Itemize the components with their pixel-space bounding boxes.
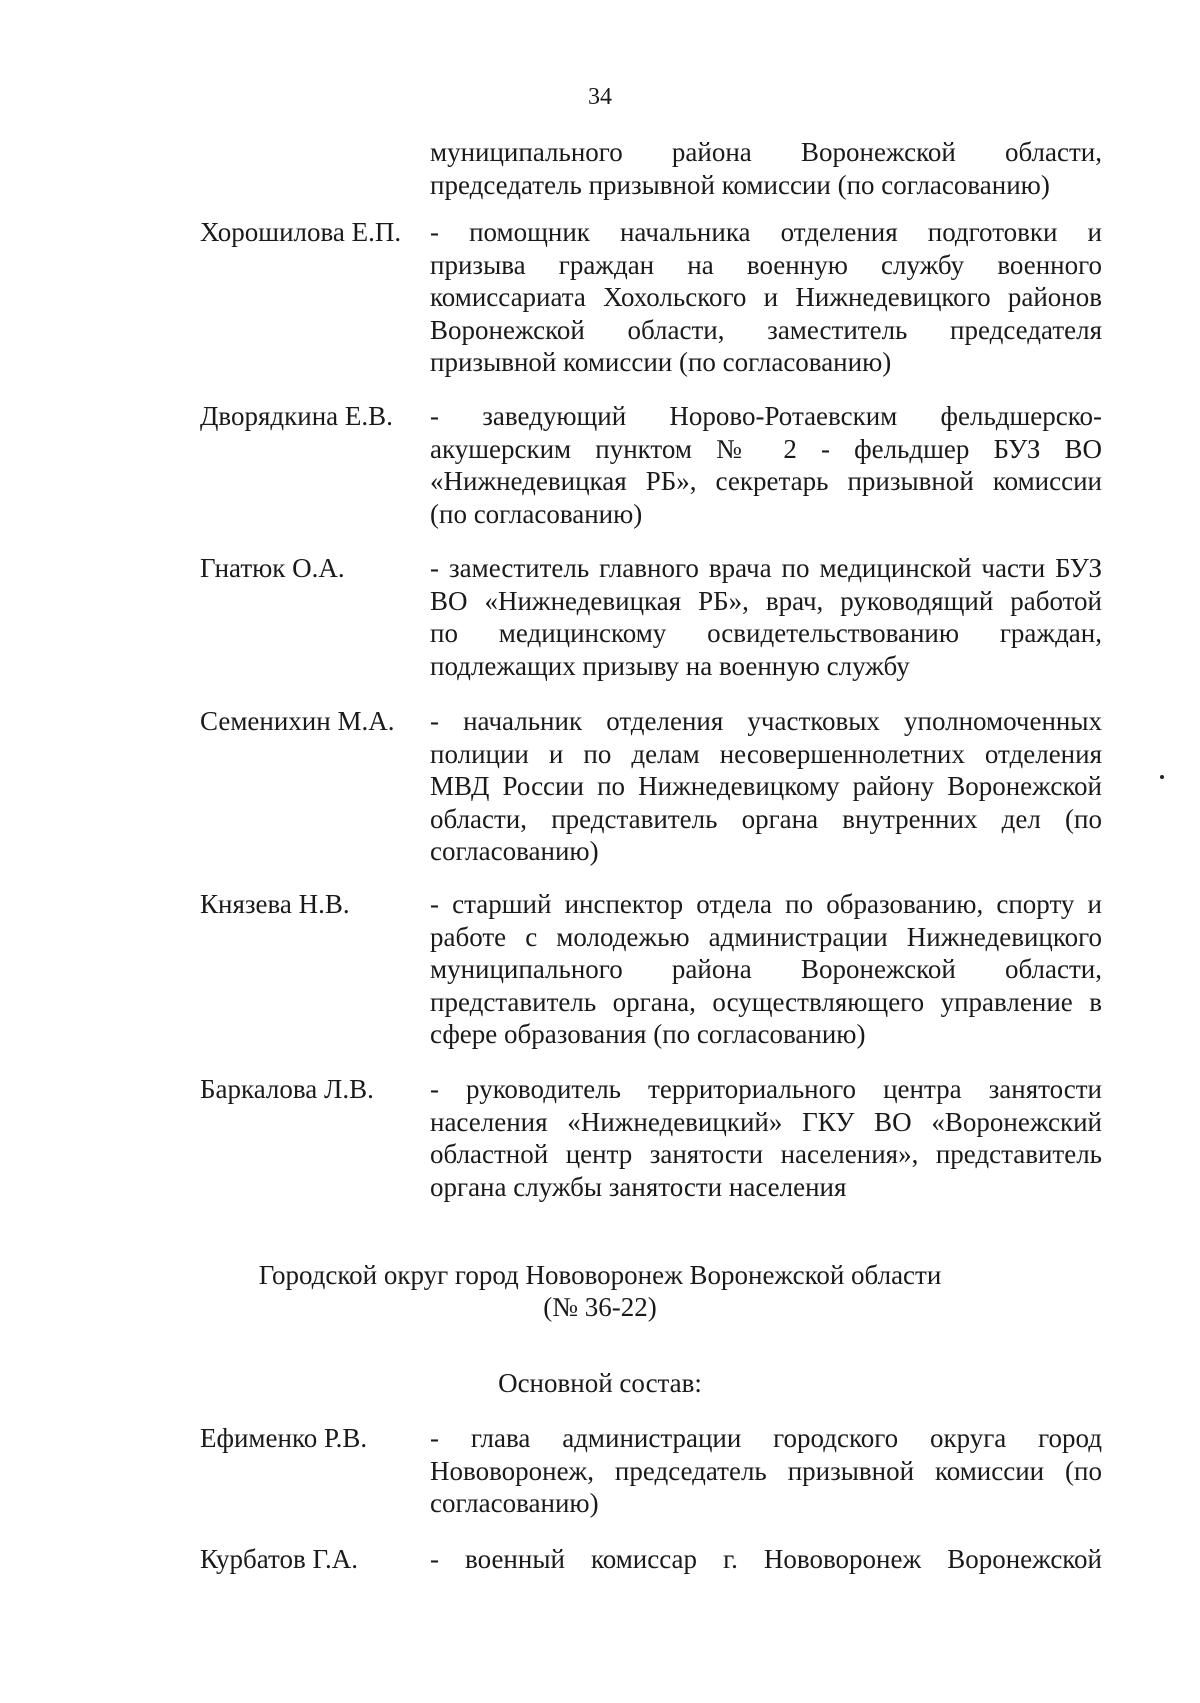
member-name: Курбатов Г.А. xyxy=(200,1544,359,1574)
member-name: Баркалова Л.В. xyxy=(200,1074,374,1104)
section-title: Городской округ город Нововоронеж Воронежской области xyxy=(258,1260,942,1290)
scan-speck xyxy=(1160,775,1164,779)
text-line: Нововоронеж, председатель призывной комиссии (по xyxy=(430,1455,1102,1486)
text-line: - заведующий Норово-Ротаевским фельдшерско- xyxy=(430,401,1102,431)
text-line: ВО «Нижнедевицкая РБ», врач, руководящий работой xyxy=(430,585,1102,616)
text-line: - военный комиссар г. Нововоронеж Воронежской xyxy=(430,1544,1102,1574)
text-line: согласованию) xyxy=(430,836,599,866)
text-line: - помощник начальника отделения подготовки и xyxy=(430,217,1102,247)
member-description xyxy=(430,888,1102,1051)
section-code: (№ 36-22) xyxy=(543,1292,657,1322)
text-line: «Нижнедевицкая РБ», секретарь призывной комиссии xyxy=(430,466,1102,496)
text-line: - начальник отделения участковых уполномоченных xyxy=(430,706,1102,736)
member-description xyxy=(430,1422,1102,1520)
text-line: (по согласованию) xyxy=(430,498,643,529)
member-name: Ефименко Р.В. xyxy=(200,1423,368,1453)
member-description xyxy=(430,552,1102,682)
text-line: - заместитель главного врача по медицинской части БУЗ xyxy=(430,553,1102,583)
text-line: органа службы занятости населения xyxy=(430,1171,847,1202)
text-line: муниципального района Воронежской области, xyxy=(430,137,1102,167)
section-subtitle: Основной состав: xyxy=(498,1368,702,1398)
text-line: населения «Нижнедевицкий» ГКУ ВО «Воронежский xyxy=(430,1106,1102,1137)
text-line: согласованию) xyxy=(430,1488,599,1518)
text-line: представитель органа, осуществляющего управление в xyxy=(430,986,1102,1017)
member-name: Гнатюк О.А. xyxy=(200,553,345,583)
text-line: сфере образования (по согласованию) xyxy=(430,1019,866,1049)
page-number: 34 xyxy=(588,84,612,110)
continuation-text xyxy=(430,136,1102,201)
text-line: областной центр занятости населения», представитель xyxy=(430,1139,1102,1169)
member-description xyxy=(430,705,1102,868)
member-name: Семенихин М.А. xyxy=(200,706,395,736)
text-line: акушерским пунктом № 2 - фельдшер БУЗ ВО xyxy=(430,433,1102,464)
member-name: Хорошилова Е.П. xyxy=(200,217,402,247)
text-line: работе с молодежью администрации Нижнедевицкого xyxy=(430,921,1102,952)
text-line: - руководитель территориального центра занятости xyxy=(430,1074,1102,1104)
member-description xyxy=(430,1543,1102,1576)
text-line: комиссариата Хохольского и Нижнедевицкого районов xyxy=(430,282,1102,312)
text-line: Воронежской области, заместитель председателя xyxy=(430,314,1102,345)
text-line: призыва граждан на военную службу военного xyxy=(430,249,1102,280)
member-name: Дворядкина Е.В. xyxy=(200,401,393,431)
text-line: подлежащих призыву на военную службу xyxy=(430,650,910,681)
text-line: области, представитель органа внутренних дел (по xyxy=(430,803,1102,834)
text-line: по медицинскому освидетельствованию граждан, xyxy=(430,618,1102,648)
member-description xyxy=(430,400,1102,530)
text-line: призывной комиссии (по согласованию) xyxy=(430,347,892,377)
text-line: муниципального района Воронежской области, xyxy=(430,954,1102,984)
text-line: полиции и по делам несовершеннолетних отделения xyxy=(430,738,1102,769)
text-line: председатель призывной комиссии (по согласованию) xyxy=(430,169,1050,200)
text-line: - глава администрации городского округа город xyxy=(430,1423,1102,1453)
member-description xyxy=(430,1073,1102,1203)
text-line: - старший инспектор отдела по образованию, спорту и xyxy=(430,889,1102,919)
text-line: МВД России по Нижнедевицкому району Воронежской xyxy=(430,771,1102,801)
member-description xyxy=(430,216,1102,379)
member-name: Князева Н.В. xyxy=(200,889,350,919)
